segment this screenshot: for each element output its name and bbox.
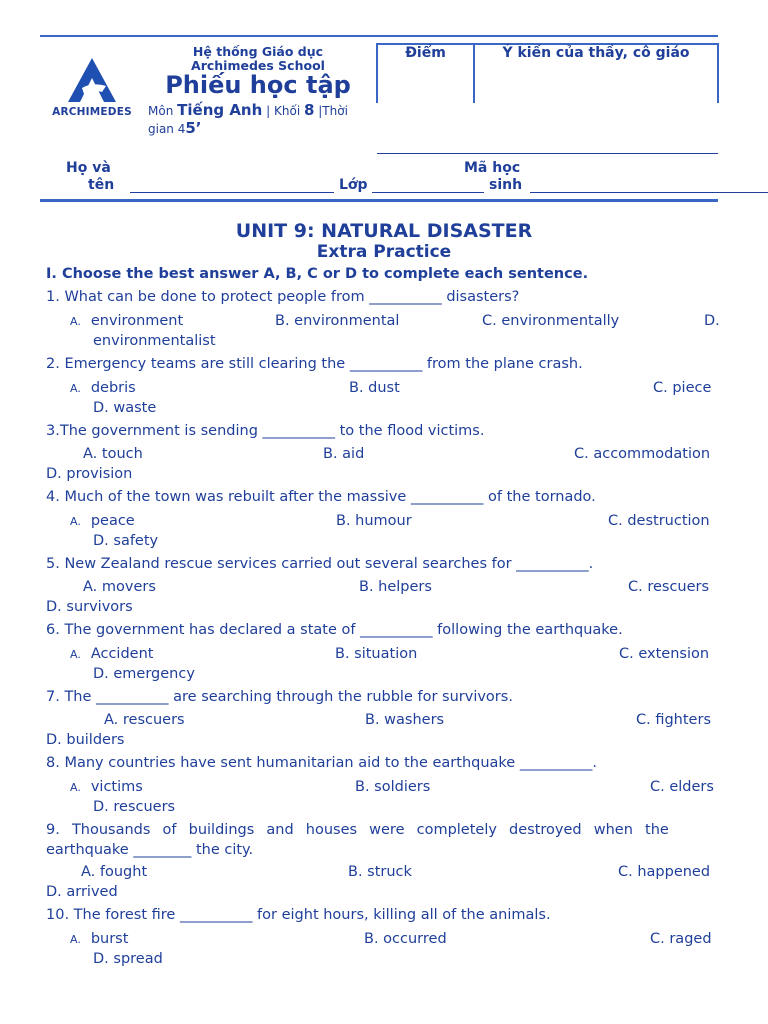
name-field-line[interactable] [130, 192, 334, 193]
option-2a-letter: A. [70, 382, 81, 395]
option-5d[interactable]: D. survivors [46, 599, 133, 615]
header-top-rule [40, 35, 718, 37]
class-field-line[interactable] [372, 192, 484, 193]
subject-separator: | [266, 104, 271, 118]
option-8c[interactable]: C. elders [650, 779, 714, 795]
score-label: Điểm [405, 45, 446, 61]
option-10c[interactable]: C. raged [650, 931, 712, 947]
option-4a[interactable] [70, 513, 135, 529]
question-3: 3.The government is sending __________ to the flood victims. [46, 423, 485, 439]
option-5b[interactable]: B. helpers [359, 579, 432, 595]
time-label: Thời [322, 104, 348, 118]
time-label-2: gian 4 [148, 122, 186, 136]
option-3c[interactable]: C. accommodation [574, 446, 711, 462]
question-4: 4. Much of the town was rebuilt after the massive __________ of the tornado. [46, 489, 596, 505]
question-6: 6. The government has declared a state of __________ following the earthquake. [46, 622, 623, 638]
option-2a-text: debris [90, 380, 136, 396]
student-id-label-1: Mã học [464, 160, 521, 176]
option-6d[interactable]: D. emergency [93, 666, 195, 682]
option-10d[interactable]: D. spread [93, 951, 163, 967]
option-8a-text: victims [90, 779, 143, 795]
question-10: 10. The forest fire __________ for eight hours, killing all of the animals. [46, 907, 551, 923]
option-1d[interactable]: environmentalist [93, 333, 216, 349]
option-5c[interactable]: C. rescuers [628, 579, 710, 595]
subject-line [148, 101, 348, 119]
option-1d-letter[interactable]: D. [704, 313, 720, 329]
question-2: 2. Emergency teams are still clearing the __________ from the plane crash. [46, 356, 583, 372]
option-7b[interactable]: B. washers [365, 712, 445, 728]
question-5: 5. New Zealand rescue services carried out several searches for __________. [46, 556, 594, 572]
subject-label: Môn [148, 104, 174, 118]
option-10a[interactable] [70, 931, 128, 947]
score-box-right [717, 43, 719, 103]
option-9c[interactable]: C. happened [618, 864, 711, 880]
option-4a-text: peace [90, 513, 135, 529]
option-2b[interactable]: B. dust [349, 380, 400, 396]
option-4c[interactable]: C. destruction [608, 513, 710, 529]
question-9-line-1: 9. Thousands of buildings and houses were completely destroyed when the [46, 822, 669, 838]
header-bottom-rule [40, 199, 718, 202]
archimedes-logo-icon [46, 54, 138, 104]
option-7c[interactable]: C. fighters [636, 712, 711, 728]
option-7a[interactable]: A. rescuers [104, 712, 185, 728]
option-1c[interactable]: C. environmentally [482, 313, 620, 329]
option-8a[interactable] [70, 779, 143, 795]
option-1b[interactable]: B. environmental [275, 313, 400, 329]
grade-label: Khối [274, 104, 301, 118]
option-7d[interactable]: D. builders [46, 732, 125, 748]
option-9a[interactable]: A. fought [81, 864, 148, 880]
option-3a[interactable]: A. touch [83, 446, 143, 462]
option-10b[interactable]: B. occurred [364, 931, 447, 947]
class-label: Lớp [339, 177, 368, 193]
option-1a-text: environment [90, 313, 184, 329]
name-label-1: Họ và [66, 160, 111, 176]
option-6c[interactable]: C. extension [619, 646, 710, 662]
teacher-comment-label: Ý kiến của thầy, cô giáo [502, 45, 690, 61]
option-3b[interactable]: B. aid [323, 446, 365, 462]
option-1a-letter: A. [70, 315, 81, 328]
student-id-field-line[interactable] [530, 192, 768, 193]
name-label-2: tên [88, 177, 115, 193]
time-line [148, 119, 202, 137]
option-10a-letter: A. [70, 933, 81, 946]
option-2c[interactable]: C. piece [653, 380, 712, 396]
worksheet-title: Phiếu học tập [165, 71, 351, 99]
subtitle: Extra Practice [316, 242, 452, 262]
option-8b[interactable]: B. soldiers [355, 779, 431, 795]
unit-title: UNIT 9: NATURAL DISASTER [235, 220, 533, 242]
option-4a-letter: A. [70, 515, 81, 528]
question-9-line-2: earthquake ________ the city. [46, 842, 254, 858]
time-value: 5’ [185, 119, 202, 137]
section-title: I. Choose the best answer A, B, C or D to complete each sentence. [46, 266, 589, 282]
option-6b[interactable]: B. situation [335, 646, 418, 662]
subject-name: Tiếng Anh [177, 101, 263, 119]
option-8d[interactable]: D. rescuers [93, 799, 176, 815]
option-4d[interactable]: D. safety [93, 533, 159, 549]
option-3d[interactable]: D. provision [46, 466, 133, 482]
archimedes-logo [46, 54, 138, 122]
logo-wordmark: ARCHIMEDES [52, 106, 132, 118]
option-1a[interactable] [70, 313, 183, 329]
student-id-label-2: sinh [489, 177, 523, 193]
option-8a-letter: A. [70, 781, 81, 794]
score-box-bottom [377, 153, 718, 154]
option-6a[interactable] [70, 646, 153, 662]
question-1: 1. What can be done to protect people from __________ disasters? [46, 289, 520, 305]
option-9d[interactable]: D. arrived [46, 884, 118, 900]
school-name: Archimedes School [191, 58, 325, 73]
option-6a-text: Accident [90, 646, 154, 662]
option-6a-letter: A. [70, 648, 81, 661]
option-2a[interactable] [70, 380, 136, 396]
grade-separator: | [318, 104, 323, 118]
option-10a-text: burst [90, 931, 129, 947]
question-8: 8. Many countries have sent humanitarian aid to the earthquake __________. [46, 755, 597, 771]
option-5a[interactable]: A. movers [83, 579, 156, 595]
option-9b[interactable]: B. struck [348, 864, 412, 880]
question-7: 7. The __________ are searching through the rubble for survivors. [46, 689, 513, 705]
education-system-label: Hệ thống Giáo dục [192, 44, 324, 59]
grade-value: 8 [303, 101, 315, 119]
option-2d[interactable]: D. waste [93, 400, 157, 416]
option-4b[interactable]: B. humour [336, 513, 412, 529]
